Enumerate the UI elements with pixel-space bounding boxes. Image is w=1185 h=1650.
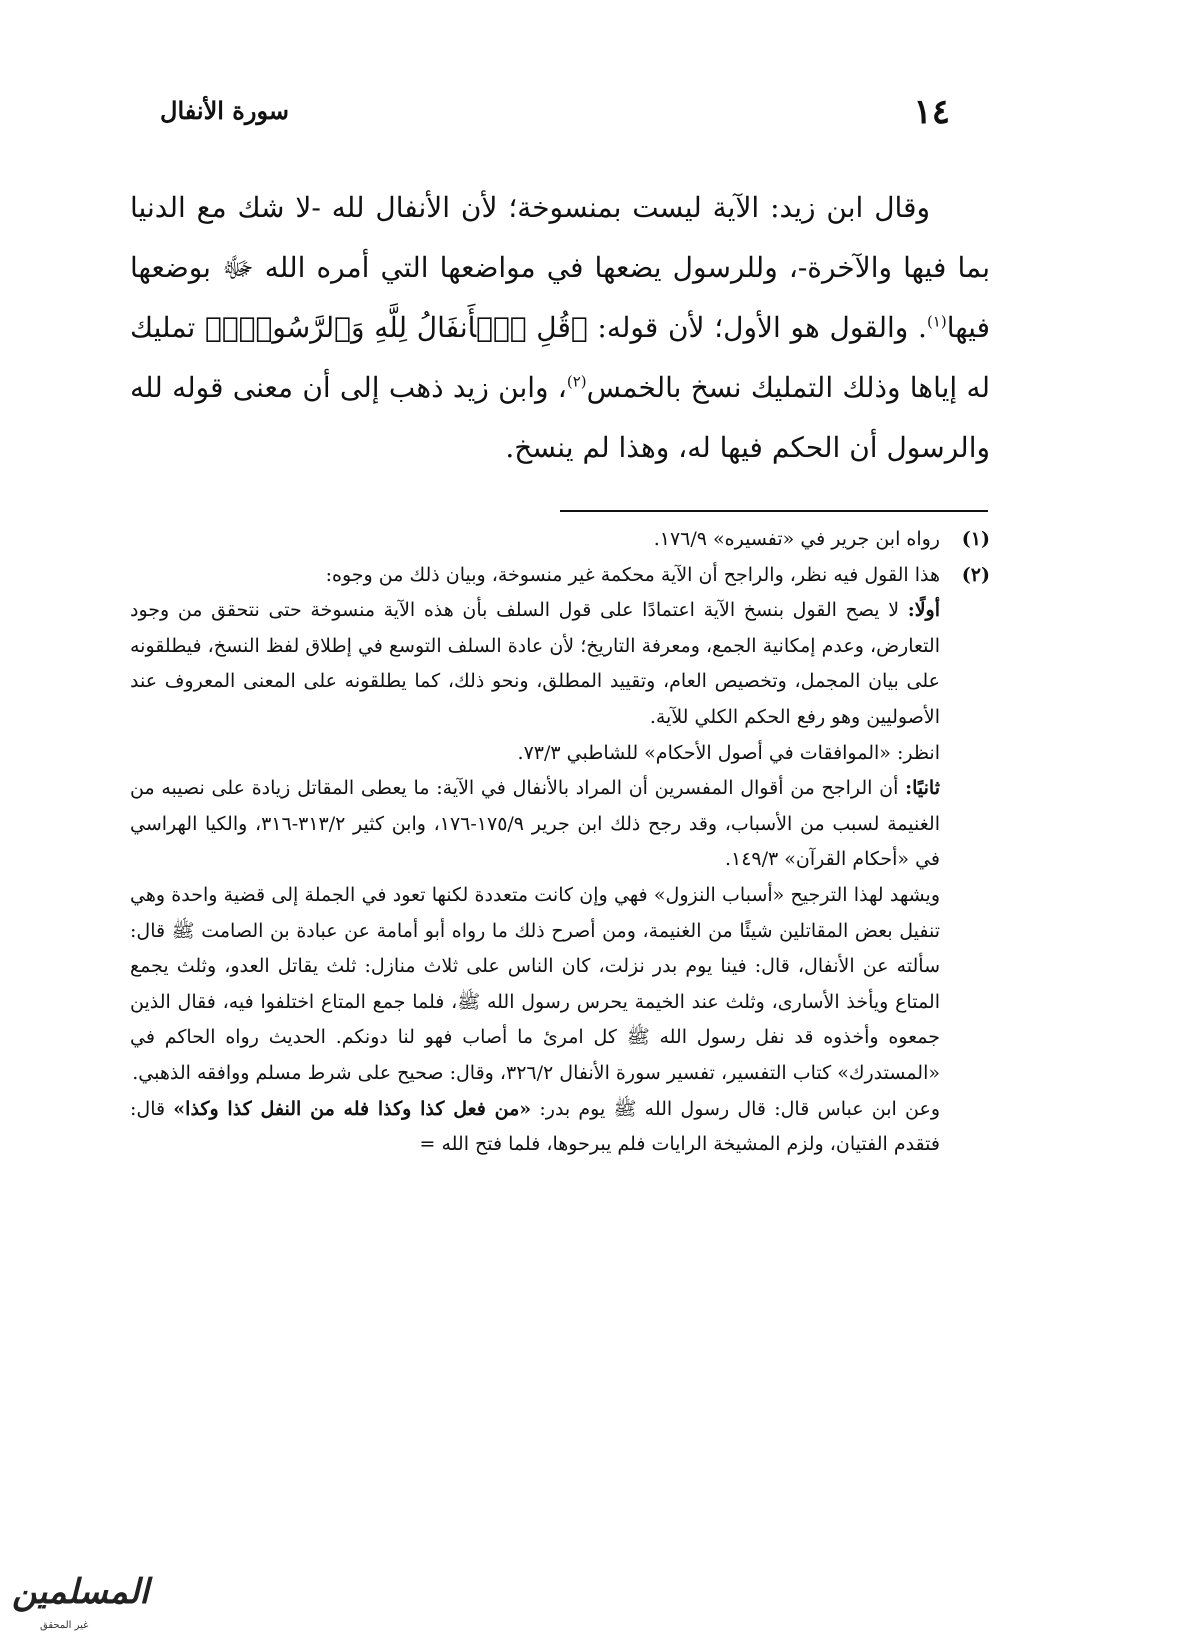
stamp-main-text: المسلمين bbox=[12, 1572, 149, 1612]
ibn-abbas-quote: «من فعل كذا وكذا فله من النفل كذا وكذا» bbox=[173, 1097, 532, 1120]
footnote-2-intro: هذا القول فيه نظر، والراجح أن الآية محكمة غير منسوخة، وبيان ذلك من وجوه: bbox=[325, 563, 940, 586]
footnotes bbox=[130, 522, 990, 1163]
second-point-label: ثانيًا: bbox=[905, 777, 940, 800]
footnote-2-body bbox=[130, 558, 940, 1163]
footnote-2-see: انظر: «الموافقات في أصول الأحكام» للشاطبي ٧٣/٣. bbox=[517, 741, 940, 764]
stamp-sub-text: غير المحقق bbox=[40, 1620, 89, 1631]
page-header bbox=[160, 92, 950, 142]
footnote-1-number: (١) bbox=[961, 528, 990, 550]
footnote-2-witness: ويشهد لهذا الترجيح «أسباب النزول» فهي وإن كانت متعددة لكنها تعود في الجملة إلى قضية واحدة وهي تنفيل بعض المقاتلين شيئًا من الغنيمة، ومن أصرح ذلك ما رواه أبو أمامة عن عبادة بن الصامت ﷺ قال: سألته عن الأنفال، قال: فينا يوم بدر نزلت، كان الناس على ثلاث منازل: ثلث يقاتل العدو، وثلث يجمع المتاع ويأخذ الأسارى، وثلث عند الخيمة يحرس رسول الله ﷺ، فلما جمع المتاع اختلفوا فيه، فقال الذين جمعوه وأخذوه قد نفل رسول الله ﷺ كل امرئ ما أصاب فهو لنا دونكم. الحديث رواه الحاكم في «المستدرك» كتاب التفسير، تفسير سورة الأنفال ٣٢٦/٢، وقال: صحيح على شرط مسلم ووافقه الذهبي. bbox=[130, 883, 940, 1084]
second-point-text: أن الراجح من أقوال المفسرين أن المراد بالأنفال في الآية: ما يعطى المقاتل زيادة على نصيبه من الغنيمة لسبب من الأسباب، وقد رجح ذلك ابن جرير ١٧٥/٩-١٧٦، وابن كثير ٣١٣/٢-٣١٦، والكيا الهراسي في «أحكام القرآن» ١٤٩/٣. bbox=[130, 777, 940, 871]
footnote-2 bbox=[130, 558, 990, 1163]
running-title: سورة الأنفال bbox=[160, 96, 289, 125]
footnote-1-text: رواه ابن جرير في «تفسيره» ١٧٦/٩. bbox=[653, 528, 940, 550]
main-paragraph bbox=[130, 178, 990, 478]
footnote-2-second bbox=[130, 771, 940, 878]
first-point-text: لا يصح القول بنسخ الآية اعتمادًا على قول السلف بأن هذه الآية منسوخة حتى نتحقق من وجود التعارض، وعدم إمكانية الجمع، ومعرفة التاريخ؛ لأن عادة السلف التوسع في إطلاق لفظ النسخ، فيطلقونه على بيان المجمل، وتخصيص العام، وتقييد المطلق، ونحو ذلك، كما يطلقونه على المعنى المعروف عند الأصوليين وهو رفع الحكم الكلي للآية. bbox=[130, 599, 940, 728]
footnote-separator bbox=[560, 510, 988, 512]
main-text-part3: ، وابن زيد ذهب إلى أن معنى قوله لله والرسول أن الحكم فيها له، وهذا لم ينسخ. bbox=[130, 371, 990, 464]
first-point-label: أولًا: bbox=[907, 599, 940, 622]
ibn-abbas-end: قال: فتقدم الفتيان، ولزم المشيخة الرايات فلم يبرحوها، فلما فتح الله = bbox=[130, 1097, 940, 1156]
footnote-ref-1: (١) bbox=[926, 312, 947, 331]
footnote-2-first bbox=[130, 593, 940, 735]
main-text bbox=[130, 178, 990, 478]
footnote-2-ibn-abbas bbox=[130, 1092, 940, 1163]
library-stamp bbox=[4, 1568, 164, 1646]
footnote-2-number: (٢) bbox=[961, 563, 990, 586]
main-text-part1: وقال ابن زيد: الآية ليست بمنسوخة؛ لأن الأنفال لله -لا شك مع الدنيا بما فيها والآخرة-، وللرسول يضعها في مواضعها التي أمره الله ﷻ بوضعها فيها bbox=[130, 191, 990, 344]
footnote-1 bbox=[130, 522, 990, 558]
page-number: ١٤ bbox=[913, 92, 950, 132]
main-text-part2: . والقول هو الأول؛ لأن قوله: ﴿قُلِ ٱلۡأَنفَالُ لِلَّهِ وَٱلرَّسُولِۖ﴾ تمليك له إياها وذلك التمليك نسخ بالخمس bbox=[130, 311, 990, 404]
ibn-abbas-start: وعن ابن عباس قال: قال رسول الله ﷺ يوم بدر: bbox=[531, 1097, 940, 1120]
footnote-ref-2: (٢) bbox=[566, 372, 587, 391]
